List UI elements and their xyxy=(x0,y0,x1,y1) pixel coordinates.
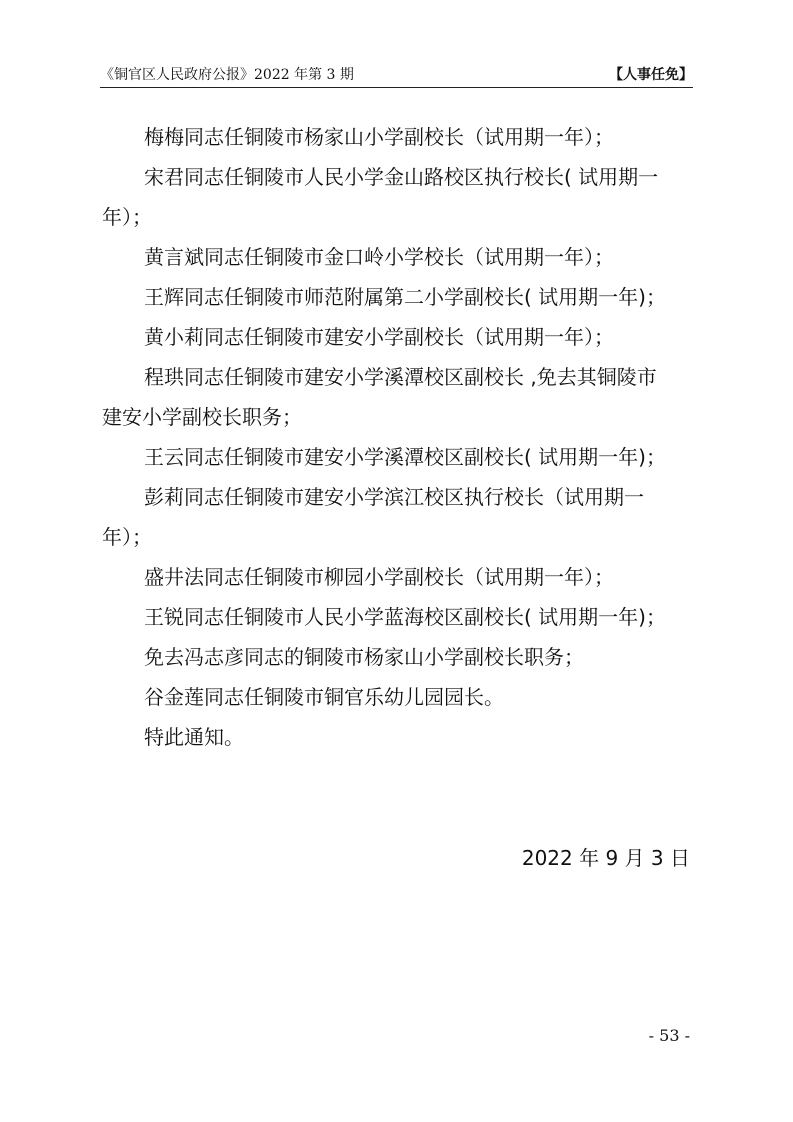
page-header xyxy=(100,66,693,84)
appointment-item: 盛井法同志任铜陵市柳园小学副校长（试用期一年）； xyxy=(144,565,614,589)
issue-date: 2022 年 9 月 3 日 xyxy=(521,846,690,870)
publication-title: 《铜官区人民政府公报》2022 年第 3 期 xyxy=(100,67,354,83)
appointment-item: 免去冯志彦同志的铜陵市杨家山小学副校长职务； xyxy=(144,645,584,669)
appointment-list xyxy=(102,117,696,757)
appointment-item: 王锐同志任铜陵市人民小学蓝海校区副校长( 试用期一年)； xyxy=(144,605,666,629)
appointment-item: 彭莉同志任铜陵市建安小学滨江校区执行校长（试用期一 年）； xyxy=(102,485,644,549)
appointment-item: 黄小莉同志任铜陵市建安小学副校长（试用期一年）； xyxy=(144,325,614,349)
section-label: 【人事任免】 xyxy=(609,67,693,83)
closing-statement: 特此通知。 xyxy=(144,725,244,749)
appointment-item: 王云同志任铜陵市建安小学溪潭校区副校长( 试用期一年)； xyxy=(144,445,666,469)
header-divider xyxy=(100,87,693,88)
page-number: - 53 - xyxy=(648,1026,690,1045)
appointment-item: 程珙同志任铜陵市建安小学溪潭校区副校长 ,免去其铜陵市 建安小学副校长职务； xyxy=(102,365,657,429)
appointment-item: 王辉同志任铜陵市师范附属第二小学副校长( 试用期一年)； xyxy=(144,285,666,309)
appointment-item: 梅梅同志任铜陵市杨家山小学副校长（试用期一年）； xyxy=(144,125,614,149)
appointment-item: 宋君同志任铜陵市人民小学金山路校区执行校长( 试用期一 年）； xyxy=(102,165,659,229)
appointment-item: 黄言斌同志任铜陵市金口岭小学校长（试用期一年）； xyxy=(144,245,614,269)
appointment-item: 谷金莲同志任铜陵市铜官乐幼儿园园长。 xyxy=(144,685,504,709)
